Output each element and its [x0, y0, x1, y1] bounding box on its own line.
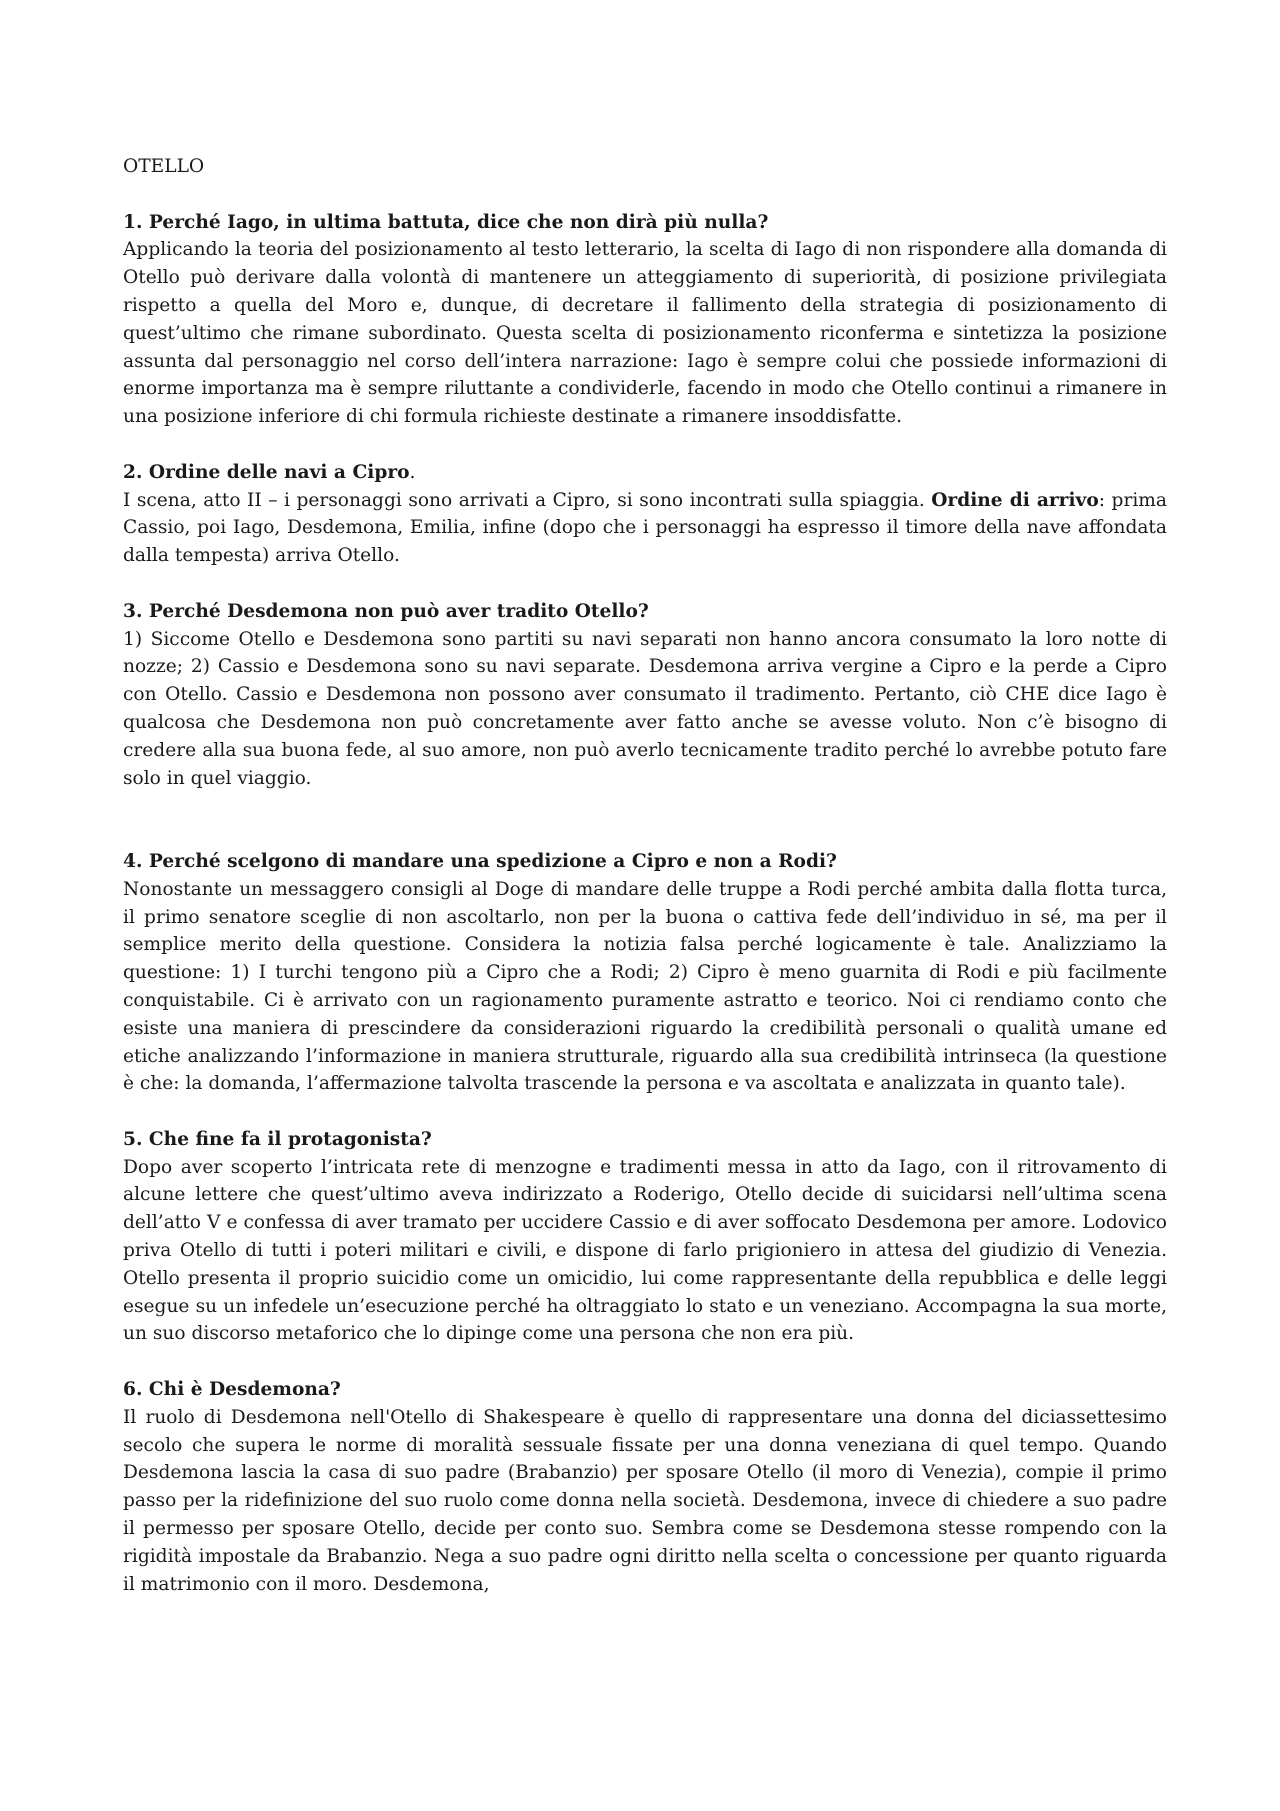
section-2-question: 2. Ordine delle navi a Cipro. — [123, 461, 416, 483]
section-5 — [123, 1126, 1167, 1348]
section-4-question: 4. Perché scelgono di mandare una spedizione a Cipro e non a Rodi? — [123, 850, 837, 872]
section-5-question: 5. Che fine fa il protagonista? — [123, 1128, 432, 1150]
section-6-answer: Il ruolo di Desdemona nell'Otello di Shakespeare è quello di rappresentare una donna del diciassettesimo secolo che supera le norme di moralità sessuale fissate per una donna veneziana di quel tempo. Quando Desdemona lascia la casa di suo padre (Brabanzio) per sposare Otello (il moro di Venezia), compie il primo passo per la ridefinizione del suo ruolo come donna nella società. Desdemona, invece di chiedere a suo padre il permesso per sposare Otello, decide per conto suo. Sembra come se Desdemona stesse rompendo con la rigidità impostale da Brabanzio. Nega a suo padre ogni diritto nella scelta o concessione per quanto riguarda il matrimonio con il moro. Desdemona, — [123, 1406, 1167, 1595]
section-3-answer: 1) Siccome Otello e Desdemona sono partiti su navi separati non hanno ancora consumato la loro notte di nozze; 2) Cassio e Desdemona sono su navi separate. Desdemona arriva vergine a Cipro e la perde a Cipro con Otello. Cassio e Desdemona non possono aver consumato il tradimento. Pertanto, ciò CHE dice Iago è qualcosa che Desdemona non può concretamente aver fatto anche se avesse voluto. Non c’è bisogno di credere alla sua buona fede, al suo amore, non può averlo tecnicamente tradito perché lo avrebbe potuto fare solo in quel viaggio. — [123, 628, 1167, 789]
section-1-question: 1. Perché Iago, in ultima battuta, dice che non dirà più nulla? — [123, 211, 769, 233]
section-6 — [123, 1376, 1167, 1598]
section-4-answer: Nonostante un messaggero consigli al Doge di mandare delle truppe a Rodi perché ambita dalla flotta turca, il primo senatore sceglie di non ascoltarlo, non per la buona o cattiva fede dell’individuo in sé, ma per il semplice merito della questione. Considera la notizia falsa perché logicamente è tale. Analizziamo la questione: 1) I turchi tengono più a Cipro che a Rodi; 2) Cipro è meno guarnita di Rodi e più facilmente conquistabile. Ci è arrivato con un ragionamento puramente astratto e teorico. Noi ci rendiamo conto che esiste una maniera di prescindere da considerazioni riguardo la credibilità personali o qualità umane ed etiche analizzando l’informazione in maniera strutturale, riguardo alla sua credibilità intrinseca (la questione è che: la domanda, l’affermazione talvolta trascende la persona e va ascoltata e analizzata in quanto tale). — [123, 878, 1167, 1095]
section-1 — [123, 209, 1167, 431]
section-2-answer: I scena, atto II – i personaggi sono arrivati a Cipro, si sono incontrati sulla spiaggia. Ordine di arrivo: prima Cassio, poi Iago, Desdemona, Emilia, infine (dopo che i personaggi ha espresso il timore della nave affondata dalla tempesta) arriva Otello. — [123, 489, 1167, 567]
section-4 — [123, 848, 1167, 1098]
document-page — [123, 153, 1167, 1626]
section-6-question: 6. Chi è Desdemona? — [123, 1379, 341, 1401]
section-3-question: 3. Perché Desdemona non può aver tradito Otello? — [123, 600, 649, 622]
section-2 — [123, 459, 1167, 570]
arrival-order-label: Ordine di arrivo — [931, 489, 1099, 511]
section-3 — [123, 598, 1167, 793]
section-5-answer: Dopo aver scoperto l’intricata rete di menzogne e tradimenti messa in atto da Iago, con il ritrovamento di alcune lettere che quest’ultimo aveva indirizzato a Roderigo, Otello decide di suicidarsi nell’ultima scena dell’atto V e confessa di aver tramato per uccidere Cassio e di aver soffocato Desdemona per amore. Lodovico priva Otello di tutti i poteri militari e civili, e dispone di farlo prigioniero in attesa del giudizio di Venezia. Otello presenta il proprio suicidio come un omicidio, lui come rappresentante della repubblica e delle leggi esegue su un infedele un’esecuzione perché ha oltraggiato lo stato e un veneziano. Accompagna la sua morte, un suo discorso metaforico che lo dipinge come una persona che non era più. — [123, 1156, 1167, 1345]
document-title: OTELLO — [123, 156, 205, 177]
section-1-answer: Applicando la teoria del posizionamento al testo letterario, la scelta di Iago di non rispondere alla domanda di Otello può derivare dalla volontà di mantenere un atteggiamento di superiorità, di posizione privilegiata rispetto a quella del Moro e, dunque, di decretare il fallimento della strategia di posizionamento di quest’ultimo che rimane subordinato. Questa scelta di posizionamento riconferma e sintetizza la posizione assunta dal personaggio nel corso dell’intera narrazione: Iago è sempre colui che possiede informazioni di enorme importanza ma è sempre riluttante a condividerle, facendo in modo che Otello continui a rimanere in una posizione inferiore di chi formula richieste destinate a rimanere insoddisfatte. — [123, 239, 1167, 428]
